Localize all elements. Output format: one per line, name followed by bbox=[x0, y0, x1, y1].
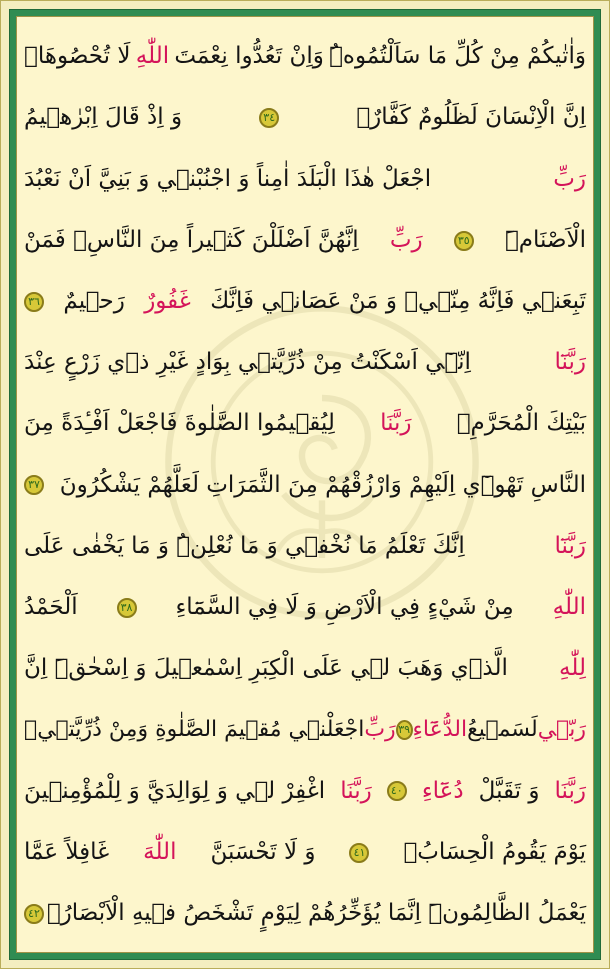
verse-text: لَا تُحْصُوهَاۜ bbox=[24, 43, 131, 70]
divine-name-text: الدُّعَٓاءِ bbox=[412, 716, 468, 742]
divine-name-text: رَبَّنَا bbox=[554, 777, 586, 804]
verse-text: وَ لَا تَحْسَبَنَّ bbox=[210, 838, 316, 865]
verse-text: الَّذٖي وَهَبَ لٖي عَلَى الْكِبَرِ اِسْمٰعٖيلَ وَ اِسْحٰقَۜ اِنَّ bbox=[24, 655, 508, 682]
text-line bbox=[24, 26, 586, 88]
verse-text: مِنْ شَيْءٍ فِي الْاَرْضِ وَ لَا فِي السَّمَٓاءِ bbox=[175, 594, 514, 620]
divine-name-text: رَبّٖي bbox=[537, 716, 586, 742]
ayah-number-marker: ٣٧ bbox=[24, 475, 44, 495]
text-line bbox=[24, 699, 586, 761]
text-line bbox=[24, 760, 586, 822]
verse-text: وَاِنْ تَعُدُّوا نِعْمَتَ bbox=[174, 43, 324, 70]
text-line bbox=[24, 332, 586, 394]
divine-name-text: رَبَّنَٓا bbox=[554, 349, 586, 376]
verse-text: رَحٖيمٌ bbox=[63, 288, 125, 314]
divine-name-text: اللّٰهِ bbox=[552, 594, 586, 620]
verse-text: الْاَصْنَامَۜ bbox=[504, 226, 586, 253]
divine-name-text: رَبَّنَا bbox=[340, 777, 372, 804]
divine-name-text: رَبِّ bbox=[364, 716, 396, 742]
divine-name-text: اللّٰهِ bbox=[135, 43, 170, 70]
divine-name-text: رَبَّنَا bbox=[380, 410, 412, 437]
verse-text: وَ تَقَبَّلْ bbox=[478, 777, 540, 804]
verse-text: لَسَمٖيعُ bbox=[467, 716, 538, 742]
ayah-number-marker: ٣٦ bbox=[24, 292, 44, 312]
text-line bbox=[24, 210, 586, 272]
divine-name-text: رَبِّ bbox=[389, 226, 423, 253]
text-line bbox=[24, 393, 586, 455]
verse-text: غَافِلاً عَمَّا bbox=[24, 838, 110, 865]
verse-text: اجْعَلْنٖي مُقٖيمَ الصَّلٰوةِ وَمِنْ ذُرِّيَّتٖيۗ bbox=[24, 716, 365, 742]
verse-text: وَاٰتٰيكُمْ مِنْ كُلِّ مَا سَاَلْتُمُوهُۜ bbox=[329, 43, 586, 70]
verse-text: بَيْتِكَ الْمُحَرَّمِۙ bbox=[456, 410, 586, 437]
ayah-number-marker: ٣٩ bbox=[396, 720, 413, 740]
text-line bbox=[24, 271, 586, 333]
verse-text: يَوْمَ يَقُومُ الْحِسَابُ۟ bbox=[403, 838, 586, 865]
text-line bbox=[24, 148, 586, 210]
verse-text: يَعْمَلُ الظَّالِمُونَۜ اِنَّمَا يُؤَخِّرُهُمْ لِيَوْمٍ تَشْخَصُ فٖيهِ الْاَبْصَارُۙ bbox=[46, 900, 586, 926]
ayah-number-marker: ٣٤ bbox=[259, 108, 279, 128]
verse-text: اِنّٖٓي اَسْكَنْتُ مِنْ ذُرِّيَّتٖي بِوَادٍ غَيْرِ ذٖي زَرْعٍ عِنْدَ bbox=[24, 349, 471, 376]
verse-text: وَ اِذْ قَالَ اِبْرٰهٖيمُ bbox=[24, 104, 183, 131]
divine-name-text: رَبِّ bbox=[553, 165, 586, 192]
text-line bbox=[24, 516, 586, 578]
verse-text: اَلْحَمْدُ bbox=[24, 594, 78, 620]
ayah-number-marker: ٤١ bbox=[349, 843, 369, 863]
verse-text: اجْعَلْ هٰذَا الْبَلَدَ اٰمِناً وَ اجْنُبْنٖي وَ بَنِيَّ اَنْ نَعْبُدَ bbox=[24, 165, 432, 192]
verse-text: النَّاسِ تَهْوٖٓي اِلَيْهِمْ وَارْزُقْهُمْ مِنَ الثَّمَرَاتِ لَعَلَّهُمْ يَشْكُرُونَ bbox=[59, 471, 586, 498]
verse-text: اغْفِرْ لٖي وَ لِوَالِدَيَّ وَ لِلْمُؤْمِنٖينَ bbox=[24, 777, 326, 804]
ayah-number-marker: ٤٠ bbox=[387, 781, 407, 801]
text-line bbox=[24, 577, 586, 639]
text-line bbox=[24, 454, 586, 516]
text-line bbox=[24, 822, 586, 884]
quran-page-text bbox=[24, 26, 586, 944]
verse-text: لِيُقٖيمُوا الصَّلٰوةَ فَاجْعَلْ اَفْـِٔدَةً مِنَ bbox=[24, 410, 335, 437]
divine-name-text: اللّٰهَ bbox=[143, 838, 177, 865]
verse-text: تَبِعَنٖي فَاِنَّهُ مِنّٖيۚ وَ مَنْ عَصَانٖي فَاِنَّكَ bbox=[210, 288, 586, 314]
ayah-number-marker: ٣٥ bbox=[454, 231, 474, 251]
divine-name-text: رَبَّنَٓا bbox=[554, 532, 586, 559]
text-line bbox=[24, 883, 586, 945]
text-line bbox=[24, 638, 586, 700]
divine-name-text: دُعَٓاءِ bbox=[421, 777, 464, 804]
verse-text: اِنَّهُنَّ اَضْلَلْنَ كَثٖيراً مِنَ النَّاسِۚ فَمَنْ bbox=[24, 226, 359, 253]
verse-text: اِنَّ الْاِنْسَانَ لَظَلُومٌ كَفَّارٌ۟ bbox=[356, 104, 586, 131]
verse-text: اِنَّكَ تَعْلَمُ مَا نُخْفٖي وَ مَا نُعْلِنُۜ وَ مَا يَخْفٰى عَلَى bbox=[24, 532, 465, 559]
divine-name-text: لِلّٰهِ bbox=[559, 655, 586, 682]
text-line bbox=[24, 87, 586, 149]
ayah-number-marker: ٣٨ bbox=[117, 598, 137, 618]
divine-name-text: غَفُورٌ bbox=[144, 288, 191, 314]
ayah-number-marker: ٤٢ bbox=[24, 904, 44, 924]
